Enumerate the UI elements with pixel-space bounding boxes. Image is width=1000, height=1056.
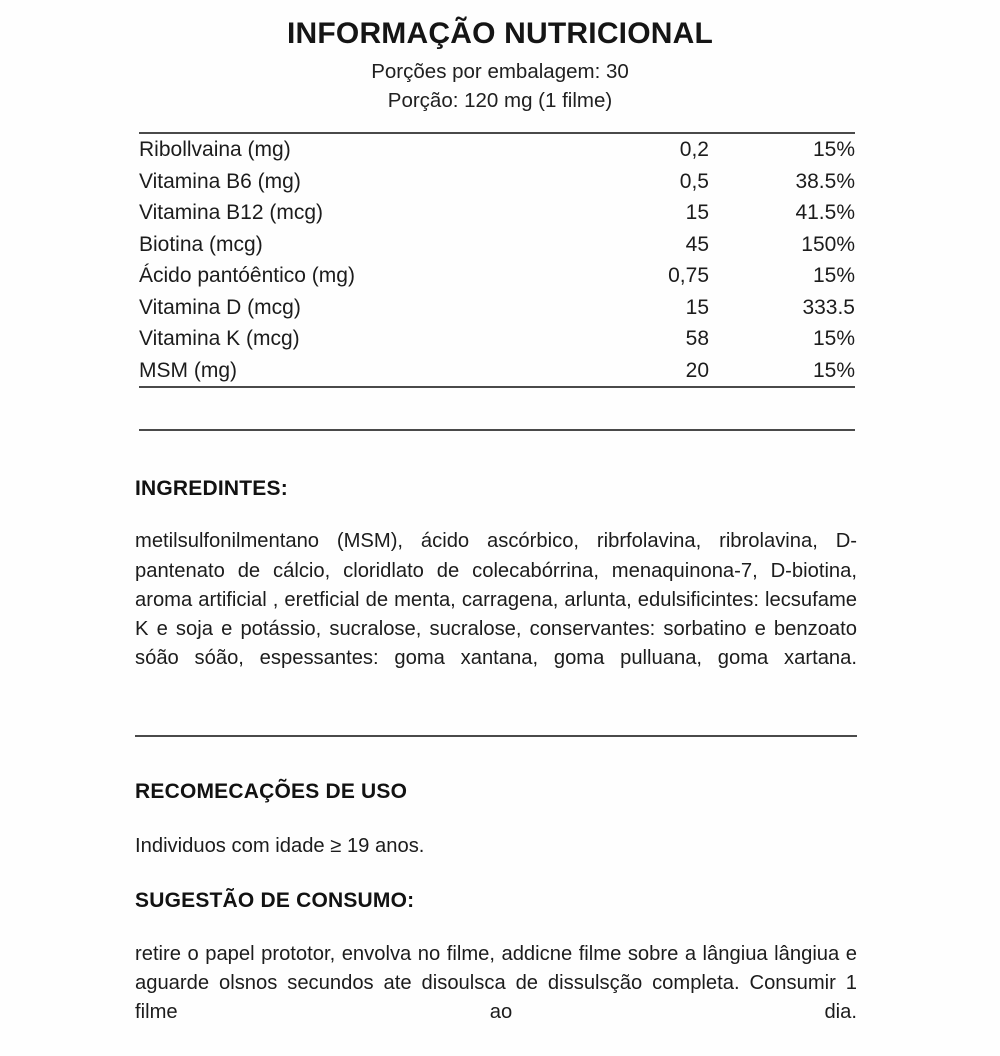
nutrient-value: 20	[685, 359, 709, 383]
serving-size: Porção: 120 mg (1 filme)	[387, 88, 613, 112]
nutrient-percent: 38.5%	[795, 169, 855, 193]
nutrient-name: Vitamina D (mcg)	[139, 295, 301, 319]
page-title: INFORMAÇÃO NUTRICIONAL	[286, 17, 714, 50]
nutrient-name: Ácido pantóêntico (mg)	[139, 264, 355, 288]
table-row	[139, 292, 855, 324]
table-spacer	[139, 388, 855, 429]
nutrient-name: Ribollvaina (mg)	[139, 138, 291, 161]
consumption-section	[135, 889, 857, 913]
nutrient-percent: 15%	[812, 264, 855, 288]
ingredients-heading: INGREDINTES:	[135, 477, 288, 501]
nutrient-name: Vitamina B6 (mg)	[139, 169, 301, 193]
table-row	[139, 355, 855, 387]
nutrient-percent: 15%	[812, 327, 855, 351]
nutrient-name: Vitamina B12 (mcg)	[139, 201, 324, 225]
nutrient-name: Biotina (mcg)	[139, 232, 263, 256]
recommendations-section	[135, 780, 857, 804]
nutrient-value: 15	[685, 201, 709, 225]
recommendations-heading: RECOMECAÇÕES DE USO	[135, 779, 408, 803]
nutrient-value: 0,2	[679, 138, 709, 161]
nutrient-value: 15	[685, 295, 709, 319]
recommendations-text: Individuos com idade ≥ 19 anos.	[135, 834, 425, 857]
nutrition-table	[139, 134, 855, 387]
nutrient-value: 0,5	[679, 169, 709, 193]
nutrition-table-body	[139, 134, 855, 387]
consumption-body-wrapper	[135, 940, 857, 1056]
table-row	[139, 165, 855, 197]
table-row	[139, 197, 855, 229]
nutrient-value: 0,75	[668, 264, 709, 288]
nutrient-percent: 15%	[812, 359, 855, 383]
nutrient-percent: 333.5	[802, 295, 855, 319]
section-divider-before-recommendations	[135, 735, 857, 737]
table-row	[139, 134, 855, 166]
ingredients-text: metilsulfonilmentano (MSM), ácido ascórbico, ribrfolavina, ribrolavina, D-pantenato de cálcio, cloridlato de colecabórrina, menaquinona-7, D-biotina, aroma artificial , eretficial de menta, carragena, arlunta, edulsificintes: lecsufame K e soja e potássio, sucralose, sucralose, conservantes: sorbatino e benzoato sóão sóão, espessantes: goma xantana, goma pulluana, goma xartana.	[135, 530, 857, 669]
table-row	[139, 260, 855, 292]
ingredients-section	[135, 477, 857, 501]
nutrient-name: Vitamina K (mcg)	[139, 327, 300, 351]
nutrient-value: 58	[685, 327, 709, 351]
section-divider-after-table	[139, 429, 855, 431]
label-header	[0, 0, 1000, 115]
table-row	[139, 323, 855, 355]
servings-per-package: Porções por embalagem: 30	[371, 59, 629, 83]
nutrient-percent: 41.5%	[795, 201, 855, 225]
recommendations-body-wrapper	[135, 832, 857, 861]
consumption-heading: SUGESTÃO DE CONSUMO:	[135, 888, 415, 912]
consumption-text: retire o papel prototor, envolva no filme, addicne filme sobre a lângiua lângiua e aguarde olsnos secundos ate disoulsca de dissulsção completa. Consumir 1 filme ao dia.	[135, 942, 857, 1024]
nutrient-percent: 150%	[801, 232, 855, 256]
nutrient-name: MSM (mg)	[139, 359, 237, 383]
nutrition-table-wrapper	[139, 132, 855, 432]
nutrient-value: 45	[685, 232, 709, 256]
table-row	[139, 229, 855, 261]
nutrient-percent: 15%	[812, 138, 855, 161]
ingredients-body-wrapper	[135, 527, 857, 701]
